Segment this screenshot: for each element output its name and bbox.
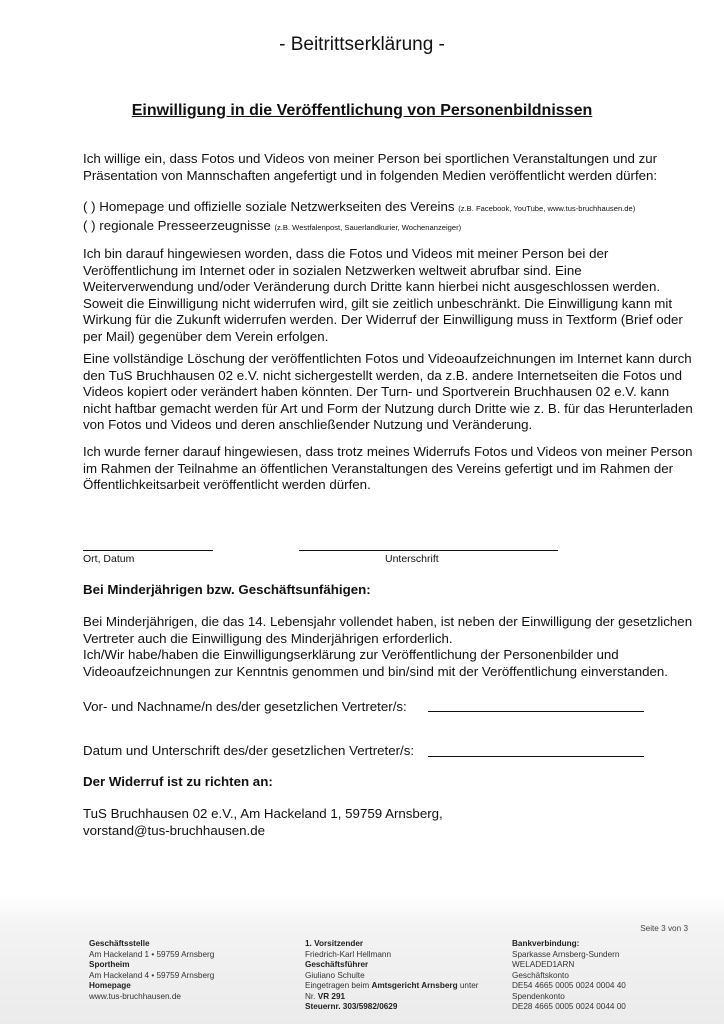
option-press-note: (z.B. Westfalenpost, Sauerlandkurier, Wochenanzeiger)	[274, 222, 462, 232]
paragraph-deletion: Eine vollständige Löschung der veröffentlichten Fotos und Videoaufzeichnungen im Internet kann durch den TuS Bruchhausen 02 e.V. nicht sichergestellt werden, da z.B. andere Internetseiten die Fotos und Videos kopiert oder verändert haben könnten. Der Turn- und Sportverein Bruchhausen 02 e.V. kann nicht haftbar gemacht werden für Art und Form der Nutzung durch Dritte wie z. B. für das Herunterladen von Fotos und Videos und deren anschließender Nutzung und Veränderung.	[83, 351, 693, 433]
footer-bank	[512, 939, 626, 1013]
footer-bank-name: Sparkasse Arnsberg-Sundern	[512, 949, 620, 959]
paragraph-worldwide: Ich bin darauf hingewiesen worden, dass die Fotos und Videos mit meiner Person bei der Veröffentlichung im Internet oder in sozialen Netzwerken weltweit abrufbar sind. Eine Weiterverwendung und/oder Veränderung durch Dritte kann hierbei nicht ausgeschlossen werden. Soweit die Einwilligung nicht widerrufen wird, gilt sie zeitlich unbeschränkt. Die Einwilligung kann mit Wirkung für die Zukunft widerrufen werden. Der Widerruf der Einwilligung muss in Textform (Brief oder per Mail) gegenüber dem Verein erfolgen.	[83, 246, 683, 344]
footer-office-heading: Geschäftsstelle	[89, 939, 150, 948]
revocation-address-line: TuS Bruchhausen 02 e.V., Am Hackeland 1, 59759 Arnsberg,	[83, 806, 443, 821]
revocation-heading: Der Widerruf ist zu richten an:	[83, 774, 273, 789]
page-number: Seite 3 von 3	[640, 924, 688, 933]
footer-office	[89, 939, 214, 1002]
footer-chairman-heading: 1. Vorsitzender	[305, 939, 364, 948]
footer-homepage-link[interactable]: www.tus-bruchhausen.de	[89, 991, 181, 1001]
option-press[interactable]	[83, 218, 695, 237]
footer-homepage-heading: Homepage	[89, 981, 131, 990]
paragraph-events: Ich wurde ferner darauf hingewiesen, dass trotz meines Widerrufs Fotos und Videos von meiner Person im Rahmen der Teilnahme an öffentlichen Veranstaltungen des Vereins gefertigt und im Rahmen der Öffentlichkeitsarbeit veröffentlicht werden dürfen.	[83, 444, 693, 493]
revocation-address	[83, 806, 695, 839]
footer-bank-heading: Bankverbindung:	[512, 939, 580, 948]
option-homepage-label: Homepage und offizielle soziale Netzwerkseiten des Vereins	[99, 199, 455, 214]
minors-text-1: Bei Minderjährigen, die das 14. Lebensjahr vollendet haben, ist neben der Einwilligung der gesetzlichen Vertreter auch die Einwilligung des Minderjährigen erforderlich.	[83, 614, 693, 646]
footer-manager-heading: Geschäftsführer	[305, 960, 369, 969]
option-press-label: regionale Presseerzeugnisse	[99, 217, 271, 233]
minors-text-2: Ich/Wir habe/haben die Einwilligungserklärung zur Veröffentlichung der Personenbilder und Videoaufzeichnungen zur Kenntnis genommen und bin/sind mit der Veröffentlichung einverstanden.	[83, 647, 668, 679]
option-homepage-note: (z.B. Facebook, YouTube, www.tus-bruchhausen.de)	[458, 204, 636, 213]
intro-paragraph: Ich willige ein, dass Fotos und Videos von meiner Person bei sportlichen Veranstaltungen und zur Präsentation von Mannschaften angefertigt und in folgenden Medien veröffentlicht werden dürfen:	[83, 151, 658, 183]
section-heading: Einwilligung in die Veröffentlichung von Personenbildnissen	[131, 102, 593, 119]
document-title: - Beitrittserklärung -	[279, 34, 445, 55]
minors-heading: Bei Minderjährigen bzw. Geschäftsunfähigen:	[83, 582, 371, 597]
option-press-checkbox[interactable]: ( )	[83, 217, 96, 233]
media-options	[83, 199, 695, 236]
guardian-signature-line[interactable]	[428, 756, 644, 757]
place-date-line[interactable]	[83, 550, 213, 551]
guardian-name-label: Vor- und Nachname/n des/der gesetzlichen Vertreter/s:	[83, 699, 407, 714]
footer-donation-iban: DE28 4665 0005 0024 0044 00	[512, 1002, 626, 1011]
guardian-signature-label: Datum und Unterschrift des/der gesetzlichen Vertreter/s:	[83, 743, 415, 758]
signature-label: Unterschrift	[385, 553, 439, 565]
footer-donation-account-label: Spendenkonto	[512, 991, 565, 1001]
footer-board	[305, 939, 500, 1013]
footer-manager-name: Giuliano Schulte	[305, 970, 365, 980]
footer-registry-number: Nr. VR 291	[305, 991, 346, 1001]
signature-line[interactable]	[299, 550, 558, 551]
option-homepage[interactable]	[83, 199, 695, 218]
footer-business-iban: DE54 4665 0005 0024 0004 40	[512, 981, 626, 990]
footer-clubhouse-address: Am Hackeland 4 • 59759 Arnsberg	[89, 970, 215, 980]
footer-chairman-name: Friedrich-Karl Hellmann	[305, 949, 391, 959]
footer-tax-number: Steuernr. 303/5982/0629	[305, 1002, 398, 1011]
revocation-email[interactable]: vorstand@tus-bruchhausen.de	[83, 822, 266, 838]
place-date-label: Ort, Datum	[83, 553, 135, 565]
footer-office-address: Am Hackeland 1 • 59759 Arnsberg	[89, 949, 215, 959]
footer-business-account-label: Geschäftskonto	[512, 970, 569, 980]
footer-bank-bic: WELADED1ARN	[512, 960, 575, 969]
footer-clubhouse-heading: Sportheim	[89, 960, 130, 969]
guardian-name-line[interactable]	[428, 711, 644, 712]
footer-registry: Eingetragen beim Amtsgericht Arnsberg unter	[305, 981, 479, 990]
option-homepage-checkbox[interactable]: ( )	[83, 199, 96, 214]
